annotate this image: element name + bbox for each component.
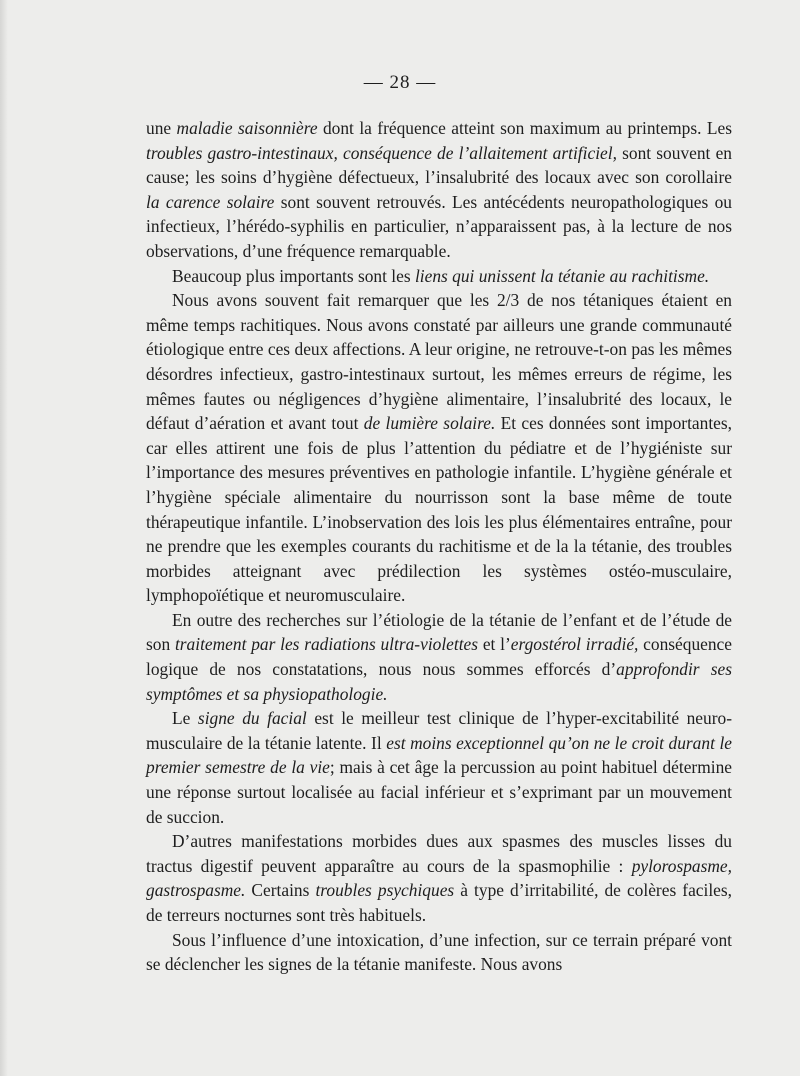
italic-run: de lumière solaire. xyxy=(363,413,496,434)
italic-run: troubles gastro-intestinaux, conséquence de l’allaitement artificiel, xyxy=(146,142,617,163)
text-run: Beaucoup plus importants sont les xyxy=(172,265,415,286)
text-run: à type d’irritabilité, de colères faciles, de terreurs nocturnes sont très habituels. xyxy=(146,880,732,925)
paragraph xyxy=(146,288,732,608)
text-run: Nous avons souvent fait remarquer que les 2/3 de nos tétaniques étaient en même temps rachitiques. Nous avons constaté par ailleurs une grande communauté étiologique entre ces deux affections. A leur origine, ne retrouve-t-on pas les mêmes désordres infectieux, gastro-intestinaux surtout, les mêmes erreurs de régime, les mêmes fautes ou négligences d’hygiène alimentaire, l’insalubrité des locaux, le défaut d’aération et avant tout xyxy=(146,290,732,434)
text-run: D’autres manifestations morbides dues aux spasmes des muscles lisses du tractus digestif peuvent apparaître au cours de la spasmophilie : xyxy=(146,831,732,876)
italic-run: liens qui unissent la tétanie au rachitisme. xyxy=(414,265,710,286)
italic-run: troubles psychiques xyxy=(315,880,455,901)
page-number: — 28 — xyxy=(363,72,437,93)
italic-run: ergostérol irradié, xyxy=(510,634,639,655)
text-run: dont la fréquence atteint son maximum au printemps. Les xyxy=(317,118,732,138)
text-run: Le xyxy=(172,708,198,729)
italic-run: traitement par les radiations ultra-violettes xyxy=(174,634,479,655)
paragraph xyxy=(146,116,732,264)
text-run: ; mais à cet âge la percussion au point habituel détermine une réponse surtout localisée au facial inférieur et s’exprimant par un mouvement de succion. xyxy=(146,757,732,827)
text-run: une xyxy=(146,118,177,138)
italic-run: est moins exceptionnel qu’on ne le croit durant le premier semestre de la vie xyxy=(146,732,733,778)
italic-run: signe du facial xyxy=(197,708,307,729)
paragraph xyxy=(146,264,732,289)
text-run: conséquence logique de nos constatations, nous nous sommes efforcés d’ xyxy=(146,634,732,680)
italic-run: la carence solaire xyxy=(146,191,275,212)
text-run: En outre des recherches sur l’étiologie de la tétanie de l’enfant et de l’étude de son xyxy=(146,609,732,655)
italic-run: approfondir ses symptômes et sa physiopathologie. xyxy=(146,659,732,704)
paragraph xyxy=(146,928,732,977)
body-text xyxy=(146,116,732,977)
text-run: Et ces données sont importantes, car elles attirent une fois de plus l’attention du pédiatre et de l’hygiéniste sur l’importance des mesures préventives en pathologie infantile. L’hygiène générale et l’hygiène spéciale alimentaire du nourrisson sont la base même de toute thérapeutique infantile. L’inobservation des lois les plus élémentaires entraîne, pour ne prendre que les exemples courants du rachitisme et de la la tétanie, des troubles morbides atteignant avec prédilection les systèmes ostéo-musculaire, lymphopoïétique et neuromusculaire. xyxy=(146,413,732,606)
text-run: sont souvent retrouvés. Les antécédents neuropathologiques ou infectieux, l’hérédo-syphilis en particulier, n’apparaissent pas, à la lecture de nos observations, d’une fréquence remarquable. xyxy=(146,191,732,261)
italic-run: pylorospasme, gastrospasme. xyxy=(146,855,732,901)
paragraph xyxy=(146,706,732,829)
italic-run: maladie saisonnière xyxy=(176,118,318,138)
text-run: est le meilleur test clinique de l’hyper-excitabilité neuro-musculaire de la tétanie latente. Il xyxy=(146,708,732,753)
text-run: Sous l’influence d’une intoxication, d’une infection, sur ce terrain préparé vont se déclencher les signes de la tétanie manifeste. Nous avons xyxy=(146,929,732,975)
text-run: sont souvent en cause; les soins d’hygiène défectueux, l’insalubrité des locaux avec son corollaire xyxy=(146,142,732,188)
paragraph xyxy=(146,829,732,927)
paragraph xyxy=(146,608,732,706)
text-run: Certains xyxy=(245,880,316,901)
text-run: et l’ xyxy=(478,634,511,655)
